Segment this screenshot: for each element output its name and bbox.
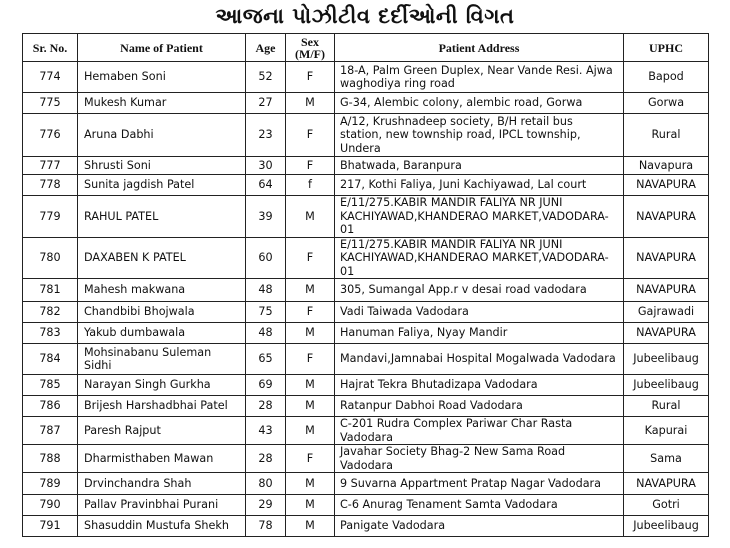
cell-uphc: Gorwa — [624, 93, 709, 114]
cell-uphc: NAVAPURA — [624, 196, 709, 238]
cell-sr-no: 778 — [23, 175, 78, 196]
cell-patient-name: DAXABEN K PATEL — [78, 237, 246, 279]
cell-sr-no: 790 — [23, 495, 78, 516]
table-row — [23, 344, 709, 375]
table-row — [23, 396, 709, 417]
cell-uphc: NAVAPURA — [624, 323, 709, 344]
cell-sr-no: 791 — [23, 516, 78, 537]
cell-age: 27 — [246, 93, 286, 114]
cell-sex: M — [286, 323, 335, 344]
cell-sr-no: 784 — [23, 344, 78, 375]
table-row — [23, 157, 709, 175]
cell-sex: M — [286, 495, 335, 516]
cell-sr-no: 781 — [23, 279, 78, 302]
table-row — [23, 417, 709, 445]
page-title: આજના પોઝીટીવ દર્દીઓની વિગત — [215, 4, 515, 28]
col-header-age: Age — [246, 34, 286, 62]
table-row — [23, 237, 709, 279]
cell-sr-no: 783 — [23, 323, 78, 344]
cell-sex: M — [286, 196, 335, 238]
cell-age: 75 — [246, 302, 286, 323]
cell-patient-name: Chandbibi Bhojwala — [78, 302, 246, 323]
col-header-name: Name of Patient — [78, 34, 246, 62]
cell-sex: F — [286, 344, 335, 375]
cell-uphc: Jubeelibaug — [624, 516, 709, 537]
cell-uphc: Bapod — [624, 62, 709, 93]
cell-patient-name: Yakub dumbawala — [78, 323, 246, 344]
cell-patient-name: Mahesh makwana — [78, 279, 246, 302]
col-header-sr-no: Sr. No. — [23, 34, 78, 62]
cell-patient-name: Mukesh Kumar — [78, 93, 246, 114]
cell-sex: M — [286, 516, 335, 537]
cell-sr-no: 789 — [23, 473, 78, 495]
cell-uphc: Rural — [624, 114, 709, 157]
cell-address: E/11/275.KABIR MANDIR FALIYA NR JUNI KACHIYAWAD,KHANDERAO MARKET,VADODARA-01 — [335, 237, 624, 279]
cell-sex: M — [286, 93, 335, 114]
cell-patient-name: Shrusti Soni — [78, 157, 246, 175]
cell-age: 30 — [246, 157, 286, 175]
cell-address: Ratanpur Dabhoi Road Vadodara — [335, 396, 624, 417]
table-body — [23, 62, 709, 537]
cell-age: 64 — [246, 175, 286, 196]
cell-sex: M — [286, 279, 335, 302]
cell-sr-no: 775 — [23, 93, 78, 114]
cell-address: C-201 Rudra Complex Pariwar Char Rasta Vadodara — [335, 417, 624, 445]
cell-patient-name: Sunita jagdish Patel — [78, 175, 246, 196]
table-row — [23, 445, 709, 473]
cell-address: 305, Sumangal App.r v desai road vadodara — [335, 279, 624, 302]
cell-uphc: NAVAPURA — [624, 473, 709, 495]
cell-patient-name: Mohsinabanu Suleman Sidhi — [78, 344, 246, 375]
cell-sr-no: 776 — [23, 114, 78, 157]
cell-sex: F — [286, 62, 335, 93]
cell-patient-name: Hemaben Soni — [78, 62, 246, 93]
cell-address: 9 Suvarna Appartment Pratap Nagar Vadodara — [335, 473, 624, 495]
cell-uphc: Gotri — [624, 495, 709, 516]
cell-age: 28 — [246, 396, 286, 417]
cell-uphc: NAVAPURA — [624, 175, 709, 196]
table-row — [23, 495, 709, 516]
cell-sex: F — [286, 157, 335, 175]
cell-age: 23 — [246, 114, 286, 157]
cell-address: Bhatwada, Baranpura — [335, 157, 624, 175]
cell-patient-name: Aruna Dabhi — [78, 114, 246, 157]
cell-address: Hanuman Faliya, Nyay Mandir — [335, 323, 624, 344]
cell-address: Hajrat Tekra Bhutadizapa Vadodara — [335, 375, 624, 396]
cell-uphc: NAVAPURA — [624, 237, 709, 279]
cell-sr-no: 780 — [23, 237, 78, 279]
cell-patient-name: Drvinchandra Shah — [78, 473, 246, 495]
cell-address: G-34, Alembic colony, alembic road, Gorwa — [335, 93, 624, 114]
col-header-uphc: UPHC — [624, 34, 709, 62]
table-row — [23, 175, 709, 196]
cell-uphc: Navapura — [624, 157, 709, 175]
cell-patient-name: Paresh Rajput — [78, 417, 246, 445]
table-row — [23, 114, 709, 157]
table-row — [23, 473, 709, 495]
cell-age: 60 — [246, 237, 286, 279]
cell-sex: F — [286, 237, 335, 279]
cell-sex: f — [286, 175, 335, 196]
table-row — [23, 323, 709, 344]
cell-age: 43 — [246, 417, 286, 445]
cell-sr-no: 785 — [23, 375, 78, 396]
cell-address: Vadi Taiwada Vadodara — [335, 302, 624, 323]
cell-address: C-6 Anurag Tenament Samta Vadodara — [335, 495, 624, 516]
cell-sr-no: 777 — [23, 157, 78, 175]
cell-sex: M — [286, 417, 335, 445]
table-row — [23, 516, 709, 537]
cell-sex: M — [286, 375, 335, 396]
cell-address: Mandavi,Jamnabai Hospital Mogalwada Vadodara — [335, 344, 624, 375]
table-row — [23, 375, 709, 396]
cell-address: 18-A, Palm Green Duplex, Near Vande Resi. Ajwa waghodiya ring road — [335, 62, 624, 93]
cell-address: E/11/275.KABIR MANDIR FALIYA NR JUNI KACHIYAWAD,KHANDERAO MARKET,VADODARA-01 — [335, 196, 624, 238]
table-row — [23, 279, 709, 302]
cell-uphc: Gajrawadi — [624, 302, 709, 323]
cell-age: 65 — [246, 344, 286, 375]
cell-age: 52 — [246, 62, 286, 93]
cell-sex: M — [286, 473, 335, 495]
cell-uphc: Sama — [624, 445, 709, 473]
cell-sr-no: 788 — [23, 445, 78, 473]
cell-patient-name: Dharmisthaben Mawan — [78, 445, 246, 473]
cell-uphc: NAVAPURA — [624, 279, 709, 302]
cell-sex: M — [286, 396, 335, 417]
col-header-address: Patient Address — [335, 34, 624, 62]
cell-sr-no: 787 — [23, 417, 78, 445]
cell-patient-name: RAHUL PATEL — [78, 196, 246, 238]
cell-age: 78 — [246, 516, 286, 537]
cell-address: A/12, Krushnadeep society, B/H retail bus station, new township road, IPCL township, Undera — [335, 114, 624, 157]
table-row — [23, 62, 709, 93]
cell-sex: F — [286, 445, 335, 473]
cell-address: 217, Kothi Faliya, Juni Kachiyawad, Lal court — [335, 175, 624, 196]
cell-age: 48 — [246, 279, 286, 302]
table-row — [23, 302, 709, 323]
cell-uphc: Kapurai — [624, 417, 709, 445]
cell-sr-no: 786 — [23, 396, 78, 417]
cell-patient-name: Brijesh Harshadbhai Patel — [78, 396, 246, 417]
col-header-sex: Sex (M/F) — [286, 34, 335, 62]
cell-patient-name: Narayan Singh Gurkha — [78, 375, 246, 396]
cell-sex: F — [286, 114, 335, 157]
cell-sex: F — [286, 302, 335, 323]
cell-sr-no: 774 — [23, 62, 78, 93]
cell-sr-no: 782 — [23, 302, 78, 323]
table-row — [23, 93, 709, 114]
cell-age: 69 — [246, 375, 286, 396]
cell-age: 29 — [246, 495, 286, 516]
table-row — [23, 196, 709, 238]
cell-address: Javahar Society Bhag-2 New Sama Road Vadodara — [335, 445, 624, 473]
cell-uphc: Jubeelibaug — [624, 344, 709, 375]
cell-age: 39 — [246, 196, 286, 238]
header-row — [23, 34, 709, 62]
cell-patient-name: Shasuddin Mustufa Shekh — [78, 516, 246, 537]
cell-address: Panigate Vadodara — [335, 516, 624, 537]
cell-age: 48 — [246, 323, 286, 344]
cell-uphc: Jubeelibaug — [624, 375, 709, 396]
cell-age: 28 — [246, 445, 286, 473]
patient-table — [22, 33, 709, 537]
cell-uphc: Rural — [624, 396, 709, 417]
cell-sr-no: 779 — [23, 196, 78, 238]
cell-age: 80 — [246, 473, 286, 495]
cell-patient-name: Pallav Pravinbhai Purani — [78, 495, 246, 516]
